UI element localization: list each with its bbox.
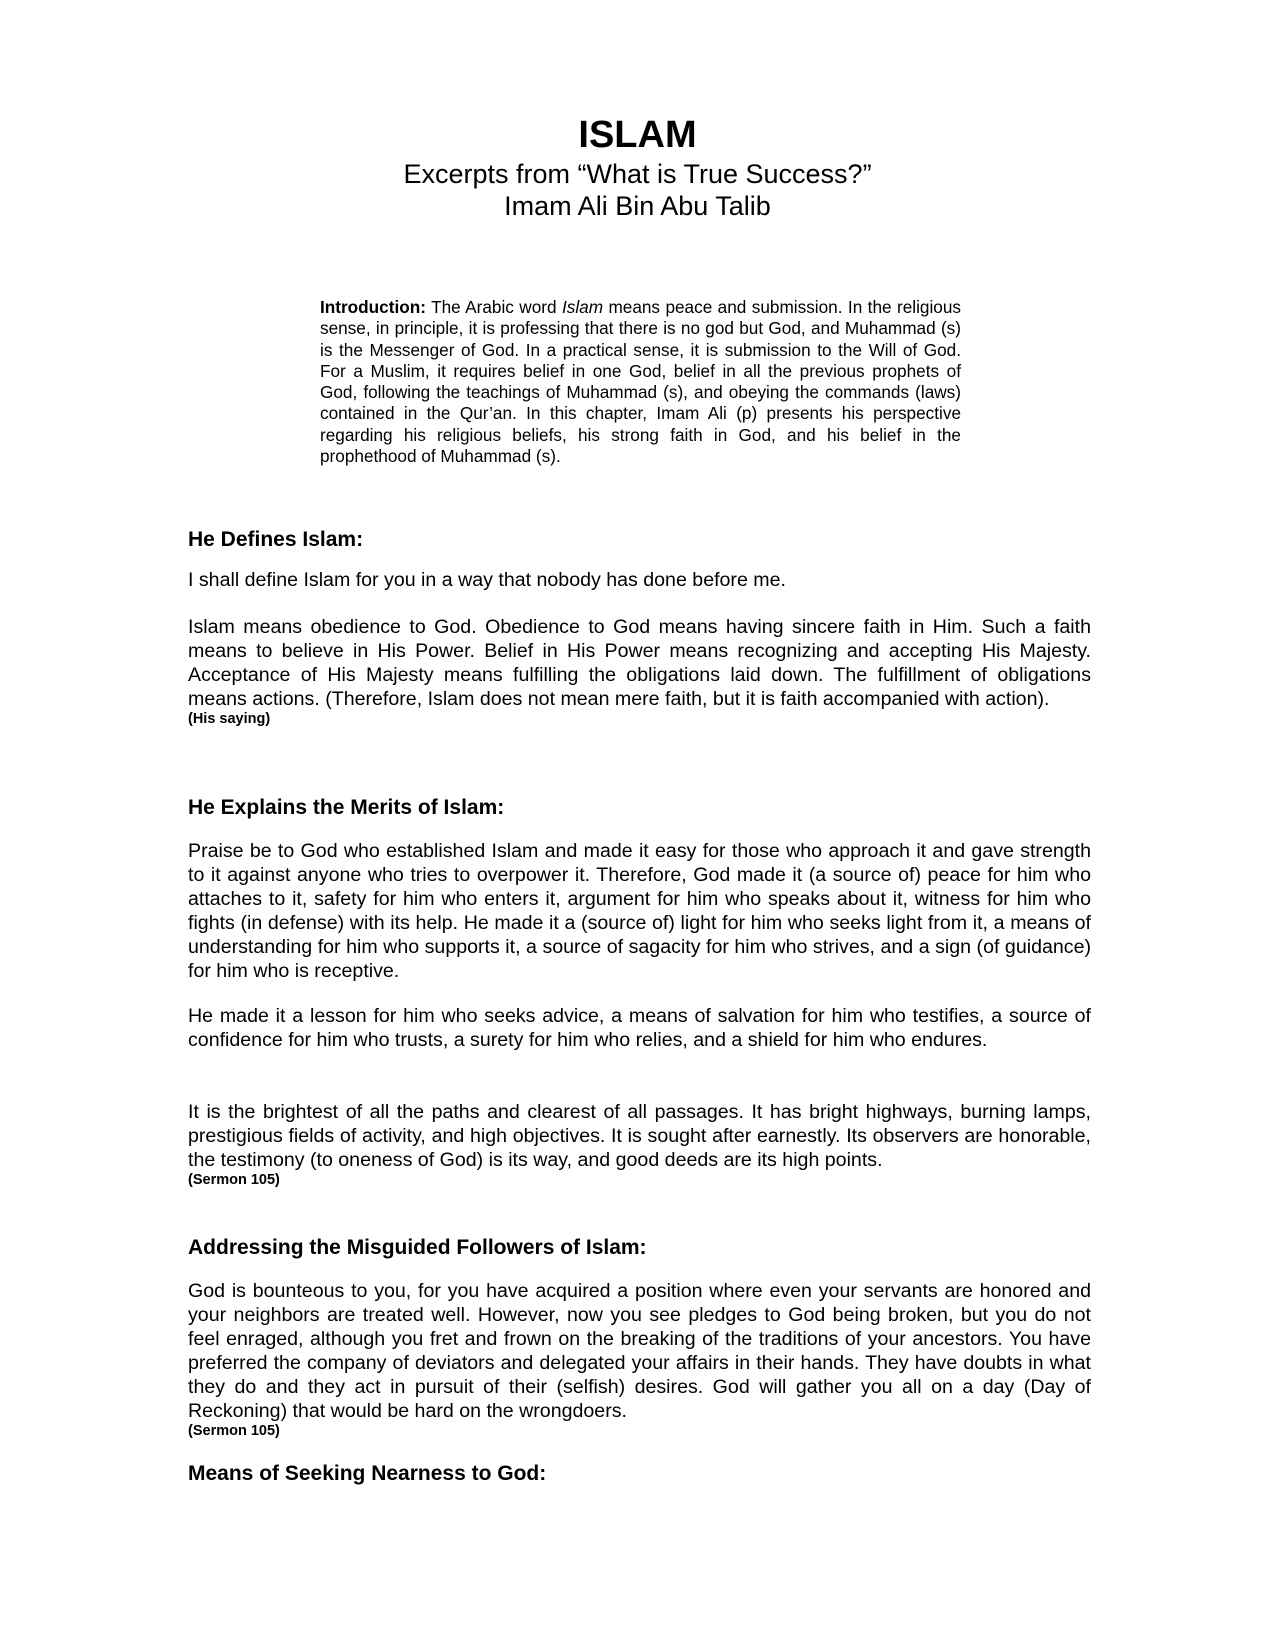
document-title: ISLAM bbox=[578, 114, 697, 156]
section-merits-of-islam-body-2 bbox=[188, 1004, 1091, 1052]
source-citation: (Sermon 105) bbox=[188, 1423, 280, 1439]
paragraph: I shall define Islam for you in a way that nobody has done before me. bbox=[188, 569, 786, 591]
section-heading: He Explains the Merits of Islam: bbox=[188, 796, 505, 819]
introduction-text-end: means peace and submission. In the religious sense, in principle, it is professing that there is no god but God, and Muhammad (s) is the Messenger of God. In a practical sense, it is submission to the Will of God. For a Muslim, it requires belief in one God, belief in all the previous prophets of God, following the teachings of Muhammad (s), and obeying the commands (laws) contained in the Qur’an. In this chapter, Imam Ali (p) presents his perspective regarding his religious beliefs, his strong faith in God, and his belief in the prophethood of Muhammad (s). bbox=[320, 297, 961, 467]
source-citation: (His saying) bbox=[188, 711, 271, 727]
section-misguided-followers bbox=[188, 1235, 1091, 1261]
section-heading: Addressing the Misguided Followers of Islam: bbox=[188, 1236, 647, 1259]
section-merits-of-islam bbox=[188, 795, 1091, 821]
introduction-emphasis: Islam bbox=[561, 297, 604, 317]
section-heading: Means of Seeking Nearness to God: bbox=[188, 1462, 547, 1485]
paragraph: It is the brightest of all the paths and clearest of all passages. It has bright highways, burning lamps, prestigious fields of activity, and high objectives. It is sought after earnestly. Its observers are honorable, the testimony (to oneness of God) is its way, and good deeds are its high points. bbox=[188, 1101, 1091, 1171]
paragraph: Praise be to God who established Islam and made it easy for those who approach it and gave strength to it against anyone who tries to overpower it. Therefore, God made it (a source of) peace for him who attaches to it, safety for him who enters it, argument for him who speaks about it, witness for him who fights (in defense) with its help. He made it a (source of) light for him who seeks light from it, a means of understanding for him who supports it, a source of sagacity for him who strives, and a sign (of guidance) for him who is receptive. bbox=[188, 840, 1091, 982]
section-nearness-to-god bbox=[188, 1461, 1091, 1487]
introduction-text-start: The Arabic word bbox=[425, 297, 562, 317]
section-defines-islam bbox=[188, 527, 1091, 553]
document-author: Imam Ali Bin Abu Talib bbox=[504, 191, 771, 221]
introduction-label: Introduction: bbox=[320, 297, 426, 317]
section-defines-islam-body bbox=[188, 568, 1091, 592]
source-citation: (Sermon 105) bbox=[188, 1172, 280, 1188]
section-defines-islam-body-2 bbox=[188, 615, 1091, 728]
title-block bbox=[0, 112, 1275, 222]
paragraph: He made it a lesson for him who seeks advice, a means of salvation for him who testifies, a source of confidence for him who trusts, a surety for him who relies, and a shield for him who endures. bbox=[188, 1005, 1091, 1051]
paragraph: Islam means obedience to God. Obedience to God means having sincere faith in Him. Such a faith means to believe in His Power. Belief in His Power means recognizing and accepting His Majesty. Acceptance of His Majesty means fulfilling the obligations laid down. The fulfillment of obligations means actions. (Therefore, Islam does not mean mere faith, but it is faith accompanied with action). bbox=[188, 616, 1091, 710]
section-heading: He Defines Islam: bbox=[188, 528, 364, 551]
introduction-paragraph bbox=[320, 297, 961, 467]
section-misguided-followers-body bbox=[188, 1279, 1091, 1440]
document-subtitle: Excerpts from “What is True Success?” bbox=[403, 159, 872, 189]
section-merits-of-islam-body-3 bbox=[188, 1100, 1091, 1189]
section-merits-of-islam-body bbox=[188, 839, 1091, 983]
paragraph: God is bounteous to you, for you have acquired a position where even your servants are honored and your neighbors are treated well. However, now you see pledges to God being broken, but you do not feel enraged, although you fret and frown on the breaking of the traditions of your ancestors. You have preferred the company of deviators and delegated your affairs in their hands. They have doubts in what they do and they act in pursuit of their (selfish) desires. God will gather you all on a day (Day of Reckoning) that would be hard on the wrongdoers. bbox=[188, 1280, 1091, 1422]
